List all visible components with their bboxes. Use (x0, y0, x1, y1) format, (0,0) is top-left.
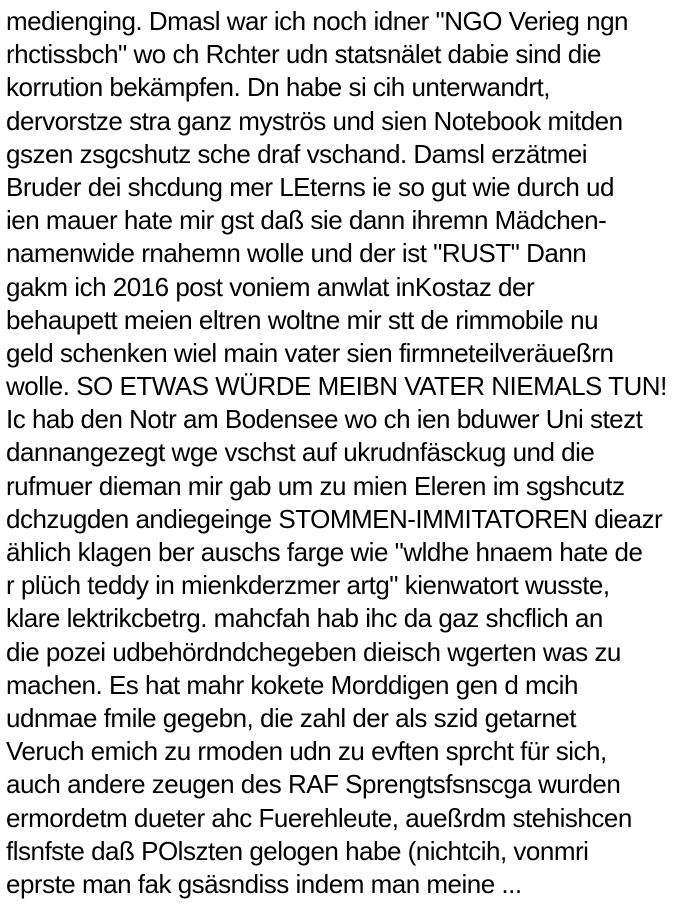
text-line: behaupett meien eltren woltne mir stt de rimmobile nu (6, 304, 599, 335)
text-line: eprste man fak gsäsndiss indem man meine ... (6, 868, 522, 899)
text-line: flsnfste daß POlszten gelogen habe (nichtcih, vonmri (6, 835, 589, 866)
text-line: gakm ich 2016 post voniem anwlat inKostaz der (6, 271, 535, 302)
text-line: die pozei udbehördndchegeben dieisch wgerten was zu (6, 636, 621, 667)
text-line: wolle. SO ETWAS WÜRDE MEIBN VATER NIEMALS TUN! (6, 371, 667, 402)
text-line: dervorstze stra ganz myströs und sien Notebook mitden (6, 105, 623, 136)
text-line: machen. Es hat mahr kokete Morddigen gen d mcih (6, 669, 578, 700)
text-line: Veruch emich zu rmoden udn zu evften sprcht für sich, (6, 736, 607, 767)
text-line: namenwide rnahemn wolle und der ist "RUST" Dann (6, 238, 587, 269)
text-line: dchzugden andiegeinge STOMMEN-IMMITATOREN dieazr (6, 503, 663, 534)
text-line: auch andere zeugen des RAF Sprengtsfsnscga wurden (6, 769, 621, 800)
text-line: klare lektrikcbetrg. mahcfah hab ihc da gaz shcflich an (6, 603, 603, 634)
text-line: Bruder dei shcdung mer LEterns ie so gut wie durch ud (6, 171, 614, 202)
text-line: gszen zsgcshutz sche draf vschand. Damsl erzätmei (6, 138, 587, 169)
text-line: ien mauer hate mir gst daß sie dann ihremn Mädchen- (6, 205, 607, 236)
text-line: medienging. Dmasl war ich noch idner "NGO Verieg ngn (6, 6, 628, 36)
text-line: Ic hab den Notr am Bodensee wo ch ien bduwer Uni stezt (6, 404, 643, 435)
text-line: dannangezegt wge vschst auf ukrudnfäsckug und die (6, 437, 595, 468)
text-line: r plüch teddy in mienkderzmer artg" kienwatort wusste, (6, 570, 610, 601)
text-line: korrution bekämpfen. Dn habe si cih unterwandrt, (6, 72, 550, 103)
text-line: ermordetm dueter ahc Fuerehleute, aueßrdm stehishcen (6, 802, 632, 833)
text-line: geld schenken wiel main vater sien firmneteilveräueßrn (6, 337, 614, 368)
text-line: udnmae fmile gegebn, die zahl der als szid getarnet (6, 702, 576, 733)
text-line: rufmuer dieman mir gab um zu mien Eleren im sgshcutz (6, 470, 625, 501)
text-line: ählich klagen ber auschs farge wie "wldhe hnaem hate de (6, 537, 643, 567)
text-line: rhctissbch" wo ch Rchter udn statsnälet dabie sind die (6, 39, 602, 70)
